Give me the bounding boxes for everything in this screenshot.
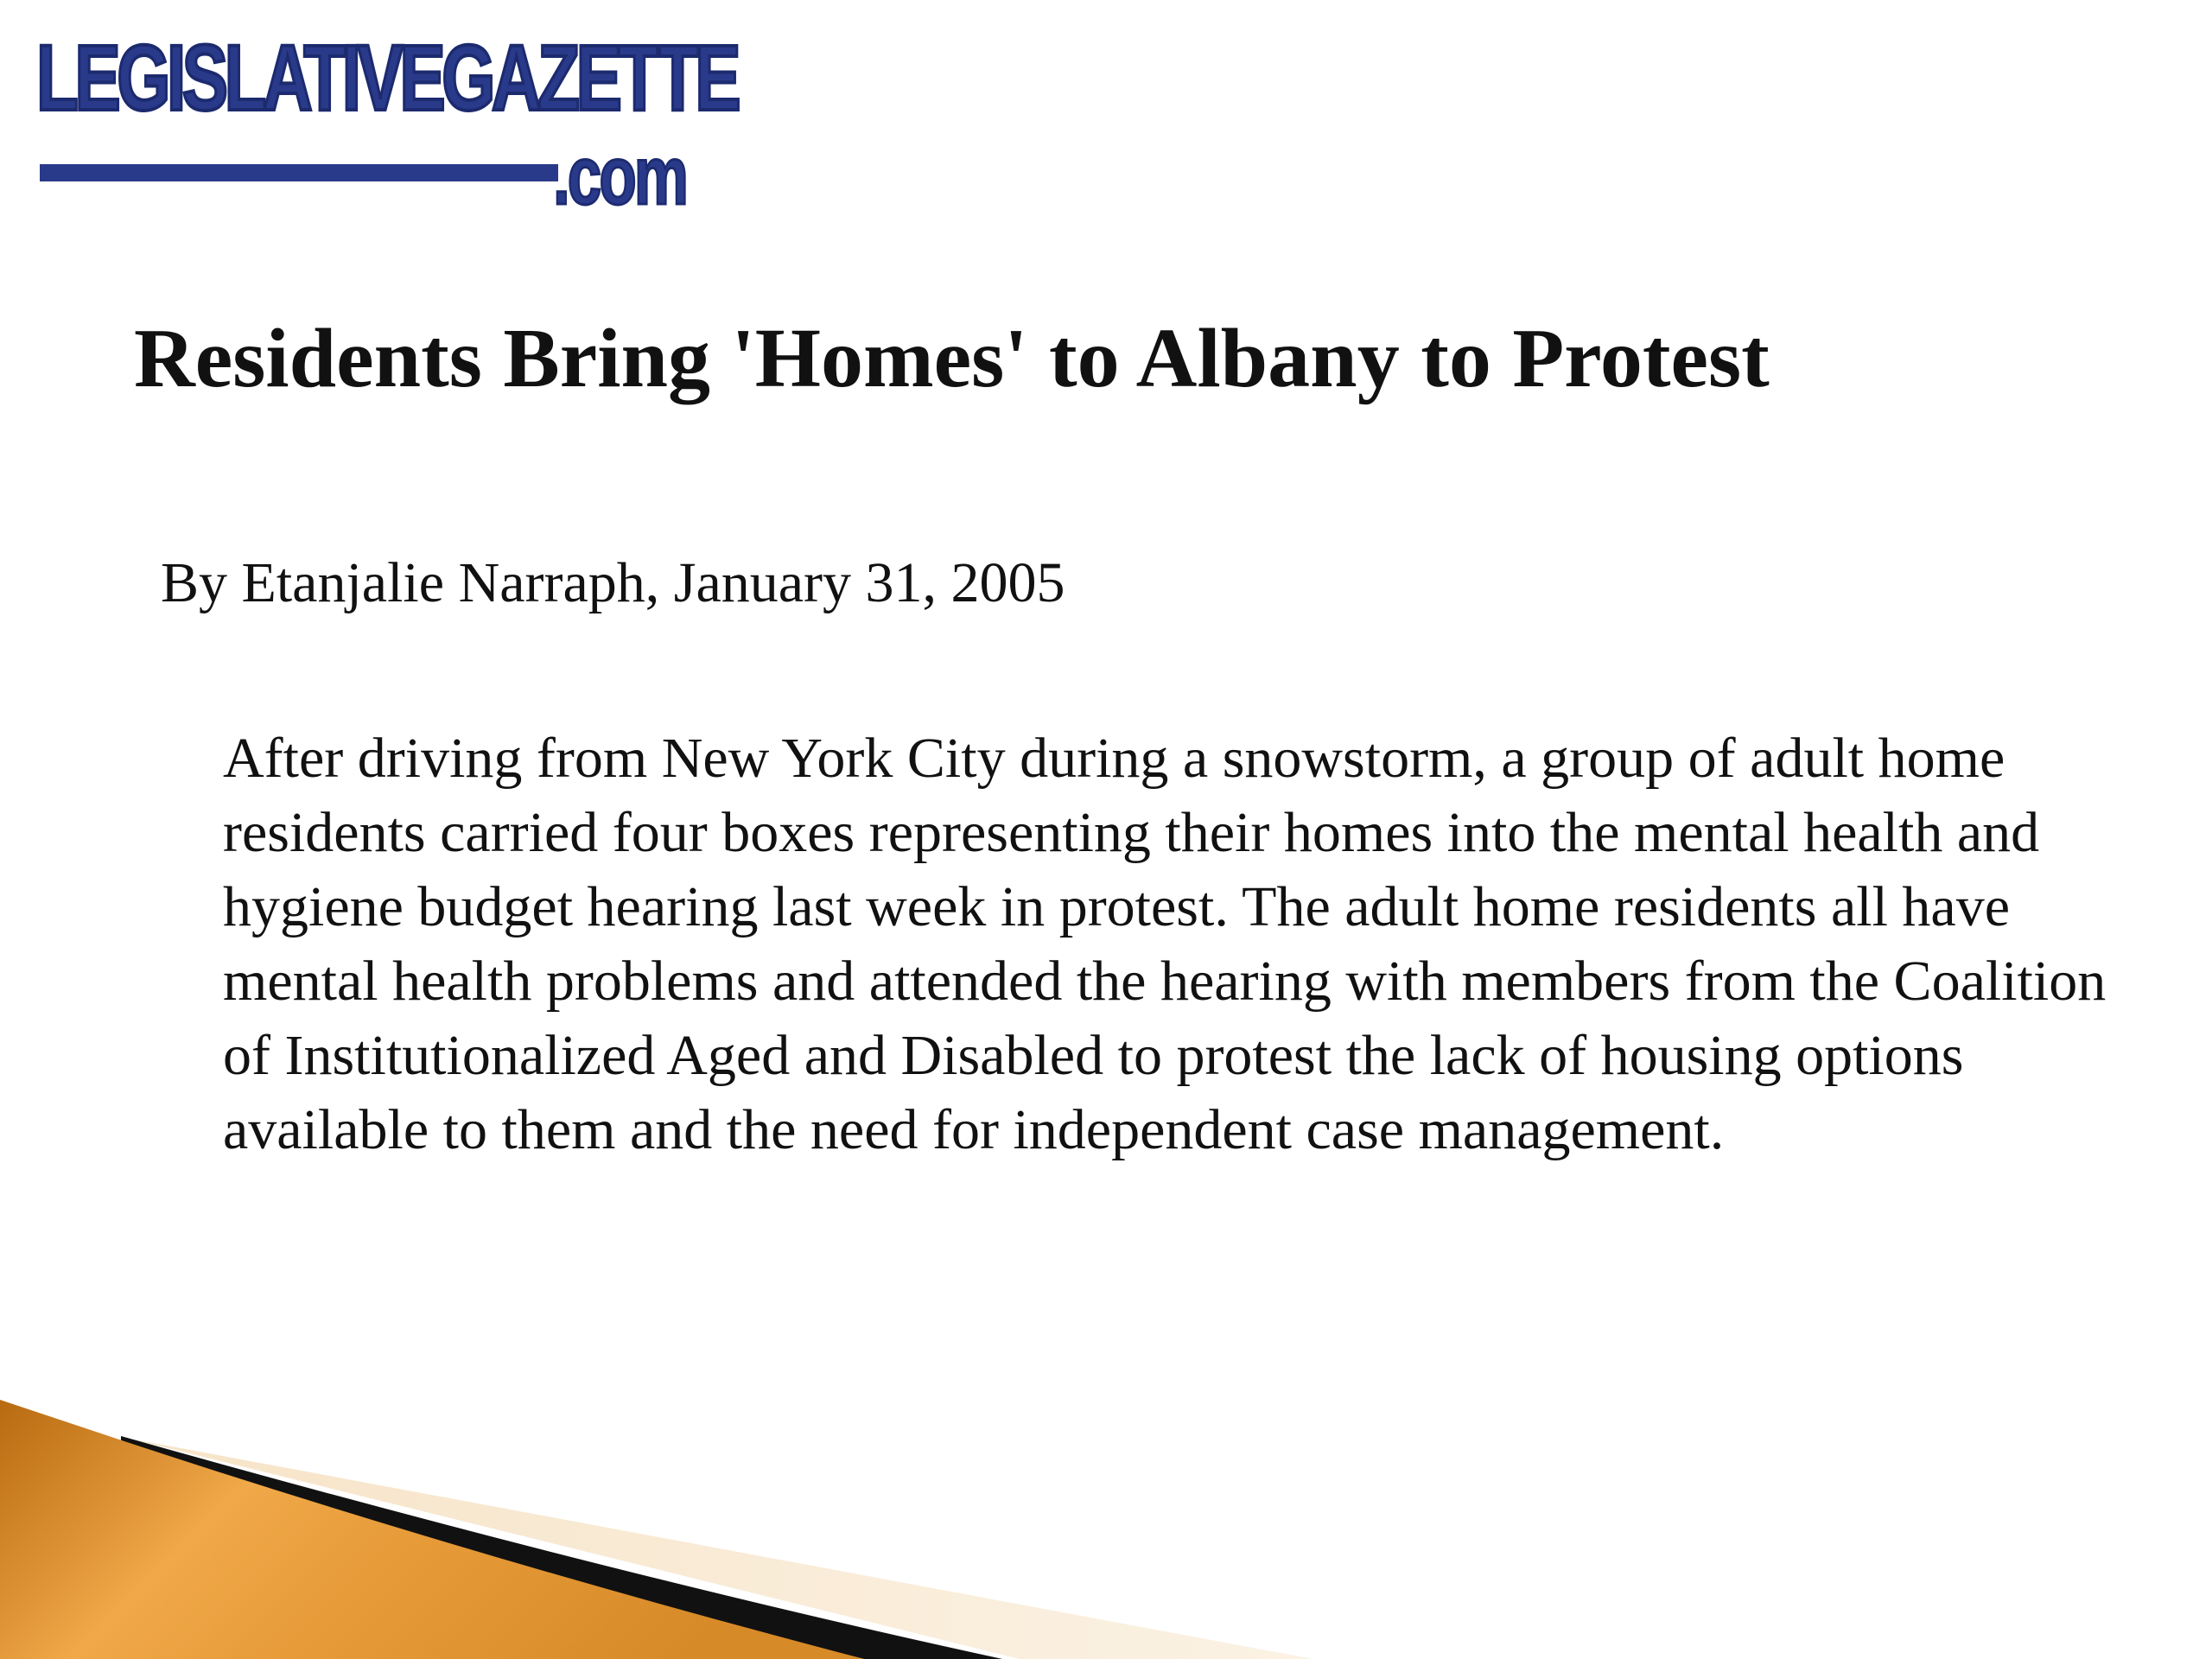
site-logo[interactable] [36, 25, 738, 222]
logo-domain-suffix: .com [553, 130, 686, 222]
logo-wordmark: LEGISLATIVEGAZETTE [36, 25, 738, 130]
article-headline: Residents Bring 'Homes' to Albany to Protest [134, 312, 1770, 405]
logo-underline-bar [40, 164, 558, 181]
article-body: After driving from New York City during a snowstorm, a group of adult home residents carried four boxes representing their homes into the mental health and hygiene budget hearing last week in protest. The adult home residents all have mental health problems and attended the hearing with members from the Coalition of Institutionalized Aged and Disabled to protest the lack of housing options available to them and the need for independent case management. [223, 727, 2107, 1161]
article-byline: By Etanjalie Narraph, January 31, 2005 [161, 551, 1065, 614]
